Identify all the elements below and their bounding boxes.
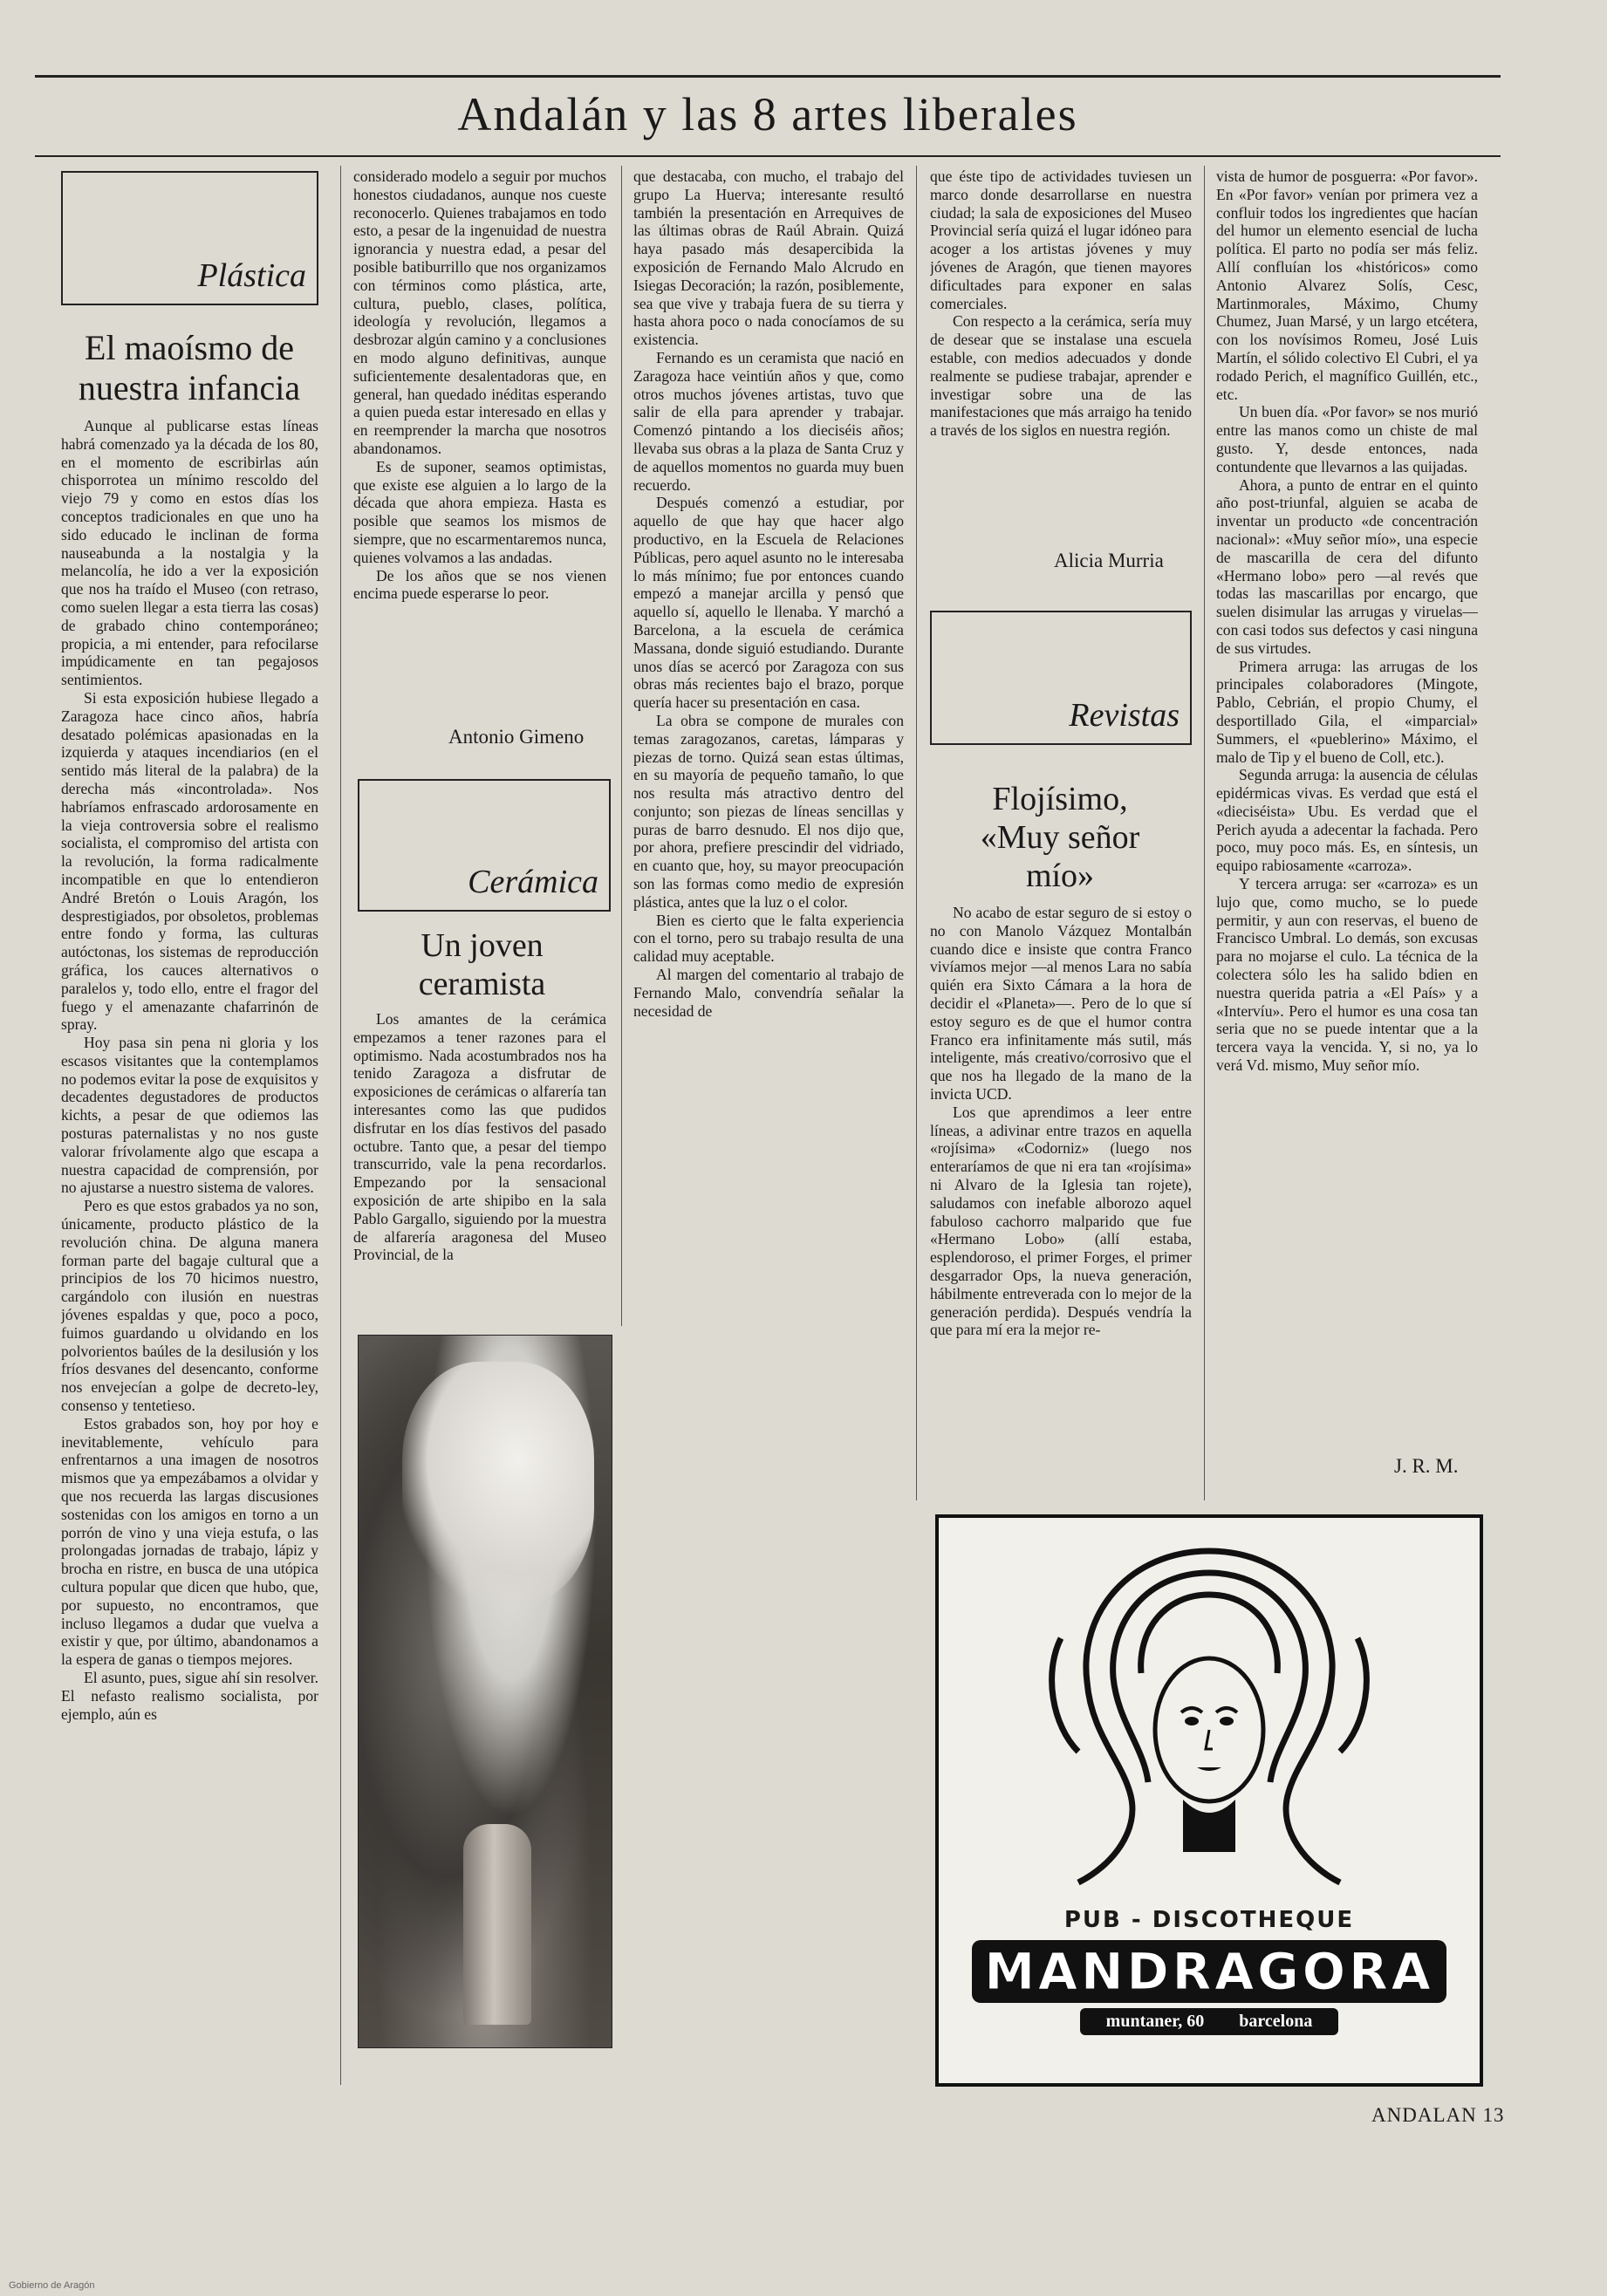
paragraph: No acabo de estar seguro de si estoy o no con Manolo Vázquez Montalbán cuando dice e insiste que contra Franco vivíamos mejor —al menos Lara no sabía quién era Sixto Cámara a la hora de decidir el «Planeta»—. Pero de lo que sí estoy seguro es de que el humor contra Franco era infinitamente más sutil, más inteligente, más creativo/corrosivo que el que nos ha llegado de la mano de la invicta UCD. [930,904,1192,1103]
paragraph: considerado modelo a seguir por muchos honestos ciudadanos, aunque nos cueste reconocerlo. Quienes trabajamos en todo esto, a pesar de la ingenuidad de nuestra ignorancia y nuestra edad, a pesar del posible batiburrillo que nos organizamos con términos como plástica, arte, cultura, pueblo, clases, política, ideología y revolución, llegamos a desbrozar algún camino y a conclusiones en modo alguno definitivas, aunque suficientemente desalentadoras que, en general, han quedado inéditas esperando a quien pueda estar interesado en ellas y en reemprender la marcha que nosotros abandonamos. [353,167,606,457]
art-nouveau-face-illustration [1026,1534,1392,1909]
article-column-4b [930,904,1192,1500]
paragraph: De los años que se nos vienen encima puede esperarse lo peor. [353,566,606,603]
photo-shirt [402,1362,594,1606]
ad-address-bar [1080,2008,1339,2035]
paragraph: Aunque al publicarse estas líneas habrá comenzado ya la década de los 80, en el momento de escribirlas aún chisporrotea un mínimo rescoldo del viejo 79 y como en estos días los conceptos tradicionales en que uno ha sido educado le inclinan de forma nauseabunda a la nostalgia y la melancolía, he ido a ver la exposición que nos ha traído el Museo (con retraso, como suelen llegar a esta tierra las cosas) de grabado chino contemporáneo; propicia, a mi entender, para refocilarse impúdicamente en tan pegajosos sentimientos. [61,417,318,689]
author-jrm: J. R. M. [1394,1455,1459,1477]
paragraph: que destacaba, con mucho, el trabajo del grupo La Huerva; interesante resultó también la presentación en Arrequives de las últimas obras de Raúl Abrain. Quizá haya pasado más desapercibida la exposición de Fernando Malo Alcrudo en Isiegas Decoración; la razón, posiblemente, sea que vive y trabaja fuera de su tierra y hasta ahora poco o nada conocíamos de su existencia. [633,167,904,349]
photo-potter-at-wheel [358,1335,612,2048]
paragraph: Después comenzó a estudiar, por aquello de que hay que hacer algo productivo, en la Escuela de Relaciones Públicas, pero aquel asunto no le interesaba lo más mínimo; fue por entonces cuando empezó a manejar arcilla y pensó que aquello sí, aquello le llenaba. Y marchó a Barcelona, a la escuela de cerámica Massana, donde siguió estudiando. Durante unos días se acercó por Zaragoza con sus obras más recientes bajo el brazo, porque quería hacer su presentación en casa. [633,494,904,712]
ad-mandragora [935,1514,1483,2087]
author-alicia-murria: Alicia Murria [1054,550,1164,571]
paragraph: La obra se compone de murales con temas zaragozanos, caretas, lámparas y piezas de torno. Quizá sean estas últimas, en su mayoría de pequeño tamaño, lo que nos resulta más atractivo dentro del conjunto; son piezas de líneas sencillas y puras de barro desnudo. El nos dijo que, por ahora, prefiere prescindir del vidriado, en cuanto que, hoy, su mayor preocupación son las formas como medio de expresión plástica, antes que la luz o el color. [633,711,904,911]
paragraph: Los que aprendimos a leer entre líneas, a adivinar entre trazos en aquella «rojísima» «Codorniz» (luego nos enteraríamos de que ni era tan «rojísima» ni Alvaro de la Iglesia tan rojete), saludamos con inefable alborozo aquel fabuloso cachorro malparido que fue «Hermano Lobo» (allí estaba, esplendoroso, el primer Forges, el primer desgarrador Ops, la nueva generación, hábilmente entreverada con lo mejor de la generación perdida). Después vendría la que para mí era la mejor re- [930,1103,1192,1339]
column-divider [916,166,917,1500]
column-divider [621,166,622,1326]
paragraph: que éste tipo de actividades tuviesen un marco donde desarrollarse en nuestra ciudad; la sala de exposiciones del Museo Provincial sería quizá el lugar idóneo para acoger a los artistas jóvenes y muy jóvenes de Aragón, que tienen mayores dificultades para exponer en salas comerciales. [930,167,1192,312]
paragraph: Pero es que estos grabados ya no son, únicamente, producto plástico de la revolución china. De alguna manera forman parte del bagaje cultural que a principios de los 70 hicimos nuestro, cargándolo con ilusión en nuestras jóvenes espaldas y que, poco a poco, fuimos guardando u olvidando en los polvorientos baúles de la desilusión y los fríos desvanes del desencanto, conforme nos envejecían a golpe de decreto-ley, consenso y tentetieso. [61,1197,318,1415]
paragraph: Hoy pasa sin pena ni gloria y los escasos visitantes que la contemplamos no podemos evitar la pose de exquisitos y decadentes degustadores de productos kichts, a pesar de que odiemos las posturas paternalistas y no nos guste valorar frívolamente algo que escapa a nuestra capacidad de comprensión, por no ajustarse a nuestro sistema de valores. [61,1034,318,1197]
article-column-2b [353,1010,606,1324]
article-title-ceramista: Un joven ceramista [418,927,546,1002]
paragraph: Es de suponer, seamos optimistas, que existe ese alguien a lo largo de la década que ahora empieza. Hasta es posible que seamos los mismos de siempre, que no escarmentaremos nunca, quienes volvamos a las andadas. [353,457,606,566]
paragraph: Segunda arruga: la ausencia de células epidérmicas vivas. Es verdad que está el «dieciséista» Ubu. Es verdad que el Perich ayuda a adecentar la fachada. Pero poco, muy poco más. Es, en síntesis, un equipo rabiosamente «carroza». [1216,766,1478,875]
article-column-3 [633,167,904,1319]
paragraph: Con respecto a la cerámica, sería muy de desear que se instalase una escuela estable, con medios adecuados y donde realmente se pudiese trabajar, aprender e investigar sobre una de las manifestaciones que más arraigo ha tenido a través de los siglos en nuestra región. [930,312,1192,440]
article-title-maoismo: El maoísmo de nuestra infancia [78,328,301,407]
paragraph: Ahora, a punto de entrar en el quinto año post-triunfal, alguien se acaba de inventar un producto «de concentración nacional»: «Muy señor mío», una especie de mascarilla de cera del difunto «Hermano lobo» pero —al revés que todas las mascarillas por encargo, que suelen disimular las arrugas y viruelas— con casi todos sus defectos y casi ninguna de sus virtudes. [1216,475,1478,657]
article-column-1 [61,417,318,2092]
paragraph: Los amantes de la cerámica empezamos a tener razones para el optimismo. Nada acostumbrados nos ha tenido Zaragoza a disfrutar de exposiciones de cerámicas o alfarería tan interesantes como las que pudidos disfrutar en los días festivos del pasado octubre. Tanto que, a pesar del tiempo transcurrido, vale la pena recordarlos. Empezando por la sensacional exposición de arte shipibo en la sala Pablo Gargallo, siguiendo por la muestra de alfarería aragonesa del Museo Provincial, de la [353,1010,606,1264]
paragraph: Un buen día. «Por favor» se nos murió entre las manos como un chiste de mal gusto. Y, desde entonces, nada contundente que llevarnos a las quijadas. [1216,403,1478,475]
paragraph: Si esta exposición hubiese llegado a Zaragoza hace cinco años, habría desatado polémicas apasionadas en la izquierda y ataques incendiarios (en el sentido más literal de la palabra) de la derecha más «incontrolada». Nos habríamos enfrascado ardorosamente en la vieja controversia sobre el realismo socialista, el compromiso del artista con la revolución, la forma radicalmente incompatible en que lo entendieron André Bretón o Louis Aragón, los desprestigiados, por obsoletos, problemas entre fondo y forma, las culturas autóctonas, los sistemas de reproducción gráfica, los cauces alternativos o paralelos y, todo ello, entre el fragor del fuego y el amenazante chafarrinón de spray. [61,688,318,1034]
article-column-5 [1216,167,1478,1441]
ad-brand-name: MANDRAGORA [972,1940,1446,2003]
section-box-revistas [930,611,1192,745]
article-column-2 [353,167,606,708]
column-divider [1204,166,1205,1500]
photo-clay-pot [463,1824,531,2025]
section-label-plastica: Plástica [197,257,306,294]
section-box-plastica [61,171,318,305]
top-rule [35,75,1501,78]
paragraph: Primera arruga: las arrugas de los principales colaboradores (Mingote, Pablo, Cebrián, el propio Chumy, el desportillado Gila, el «imparcial» Summers, el «pueblerino» Máximo, el malo de Tip y el bueno de Coll, etc.). [1216,657,1478,766]
ad-pub-label: PUB - DISCOTHEQUE [1063,1907,1355,1933]
column-divider [340,166,341,2085]
section-box-ceramica [358,779,611,912]
author-antonio-gimeno: Antonio Gimeno [448,726,585,748]
article-column-4 [930,167,1192,543]
paragraph: Estos grabados son, hoy por hoy e inevitablemente, vehículo para enfrentarnos a una imagen de nosotros mismos que ya empezábamos a olvidar y que nos recuerda las largas discusiones sostenidas con los amigos en torno a un porrón de vino y una vieja estufa, o las prolongadas jornadas de trabajo, lápiz y brocha en ristre, en busca de una utópica cultura popular que dicen que hubo, que, por supuesto, no encontramos, que incluso llegamos a dudar que vuelva a existir y que, por último, abandonamos a la espera de ganas o tiempos mejores. [61,1414,318,1669]
paragraph: vista de humor de posguerra: «Por favor». En «Por favor» venían por primera vez a confluir todos los ingredientes que hacían del humor un elemento esencial de lucha política. El parto no podía ser más feliz. Allí confluían los «históricos» como Antonio Alvarez Solís, Cesc, Martinmorales, Máximo, Chumy Chumez, Juan Marsé, y un largo etcétera, con los novísimos Romeu, José Luis Martín, el sólido colectivo El Cubri, el ya rodado Perich, el magnífico Guillén, etc., etc. [1216,167,1478,403]
article-title-flojisimo: Flojísimo, «Muy señor mío» [980,781,1140,894]
section-label-revistas: Revistas [1069,697,1180,734]
page-headline: Andalán y las 8 artes liberales [457,88,1078,140]
paragraph: El asunto, pues, sigue ahí sin resolver. El nefasto realismo socialista, por ejemplo, aún es [61,1668,318,1723]
paragraph: Y tercera arruga: ser «carroza» es un lujo que, como mucho, se lo puede permitir, y aun con reservas, el bueno de Francisco Umbral. Lo demás, son excusas para no mojarse el culo. La técnica de la colectera sólo les ha salido bdien en nuestra querida patria a «El País» y a «Intervíu». Pero el humor es una cosa tan seria que no se puede intentar que a la tercera vaya la vencida. Y, si no, ya lo verá Vd. mismo, Muy señor mío. [1216,875,1478,1075]
page-footer: ANDALAN 13 [1371,2104,1505,2126]
ad-city: barcelona [1239,2012,1313,2031]
paragraph: Al margen del comentario al trabajo de Fernando Malo, convendría señalar la necesidad de [633,966,904,1020]
paragraph: Bien es cierto que le falta experiencia con el torno, pero su trabajo resulta de una calidad muy aceptable. [633,911,904,966]
section-label-ceramica: Cerámica [468,864,598,900]
headline-rule [35,155,1501,157]
paragraph: Fernando es un ceramista que nació en Zaragoza hace veintiún años y que, como otros muchos jóvenes artistas, tuvo que salir de ella para aprender y trabajar. Comenzó pintando a los dieciséis años; llevaba sus obras a la plaza de Santa Cruz y de aquellos momentos no guarda muy buen recuerdo. [633,348,904,494]
archive-watermark: Gobierno de Aragón [9,2280,95,2291]
ad-address: muntaner, 60 [1105,2012,1205,2031]
